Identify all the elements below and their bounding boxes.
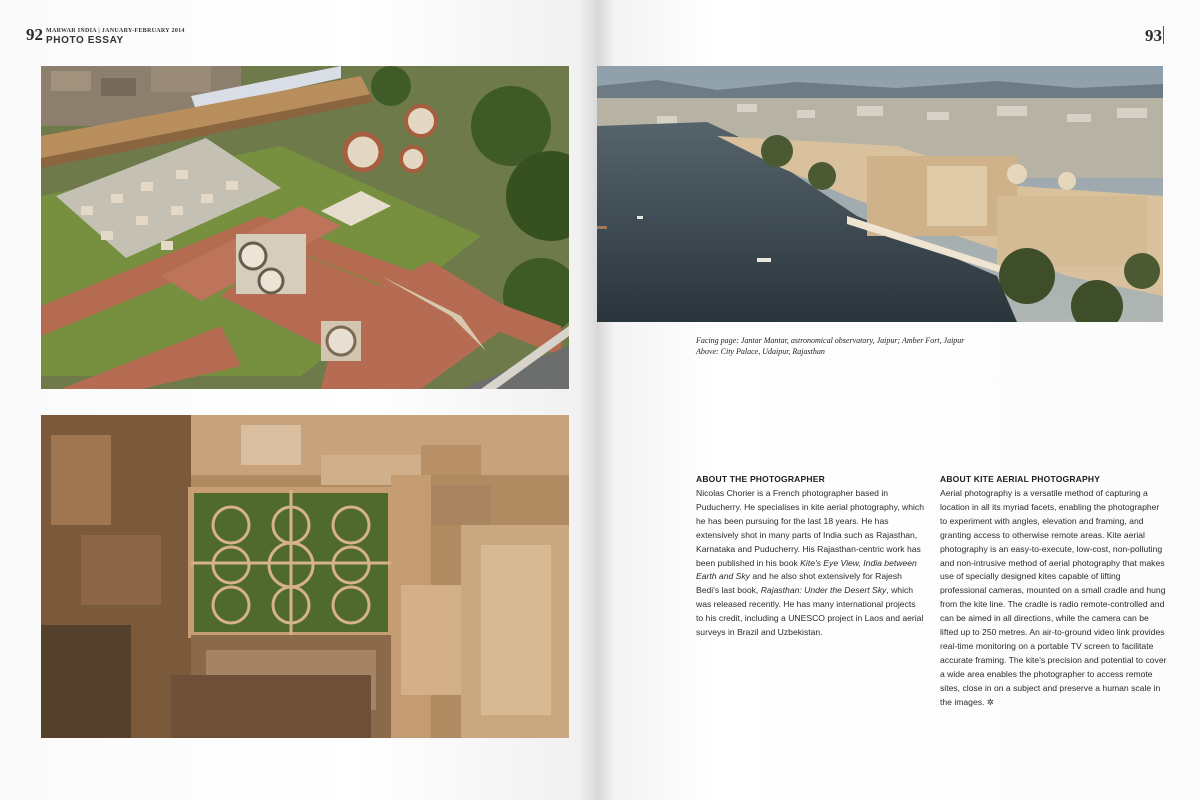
caption-line-above: Above: City Palace, Udaipur, Rajasthan	[696, 347, 825, 356]
about-kite-photography-column	[940, 473, 1168, 710]
left-page	[0, 0, 597, 800]
left-folio	[26, 27, 185, 46]
page-number-right: 93	[1145, 26, 1162, 45]
page-number-left: 92	[26, 25, 43, 44]
magazine-issue-line: MARWAR INDIA | JANUARY-FEBRUARY 2014	[46, 28, 185, 34]
about-kite-text: Aerial photography is a versatile method of capturing a location in all its myriad facets, enabling the photographer to experiment with angles, elevation and framing, and granting access to otherwise remote areas. Kite aerial photography is an easy-to-execute, low-cost, non-polluting and non-intrusive method of aerial photography that makes use of specially designed kites capable of lifting professional cameras, mounted on a small cradle and hung from the kite line. The cradle is radio remote-controlled and can be aimed in all directions, while the camera can be lifted up to 250 metres. An air-to-ground video link provides real-time monitoring on a portable TV screen to facilitate accurate framing. The kite's precision and potential to cover a wide area enables the photographer to access remote sites, close in on a subject and preserve a human scale in the images. ✲	[940, 488, 1167, 707]
folio-divider	[1163, 26, 1164, 44]
running-header	[46, 27, 185, 46]
book-title-kites-eye-view: Kite's Eye View, India between Earth and Sky	[696, 557, 917, 582]
about-photographer-column	[696, 473, 924, 640]
section-title: PHOTO ESSAY	[46, 35, 124, 46]
book-title-rajasthan-under-the-desert-sky: Rajasthan: Under the Desert Sky	[760, 585, 887, 596]
photo-city-palace-udaipur	[597, 66, 1163, 322]
about-photographer-heading: ABOUT THE PHOTOGRAPHER	[696, 474, 825, 484]
photo-amber-fort	[41, 415, 569, 738]
caption-line-facing-page: Facing page: Jantar Mantar, astronomical observatory, Jaipur; Amber Fort, Jaipur	[696, 336, 965, 345]
about-kite-heading: ABOUT KITE AERIAL PHOTOGRAPHY	[940, 474, 1101, 484]
photo-jantar-mantar	[41, 66, 569, 389]
photo-caption	[696, 335, 964, 357]
about-photographer-text: Nicolas Chorier is a French photographer based in Puducherry. He specialises in kite aerial photography, which he has been pursuing for the last 18 years. He has extensively shot in many parts of India such as Rajasthan, Karnataka and Puducherry. His Rajasthan-centric work has been published in his book Kite's Eye View, India between Earth and Sky and he also shot extensively for Rajesh Bedi's last book, Rajasthan: Under the Desert Sky, which was released recently. He has many international projects to his credit, including a UNESCO project in Laos and aerial surveys in Brazil and Uzbekistan.	[696, 488, 925, 638]
